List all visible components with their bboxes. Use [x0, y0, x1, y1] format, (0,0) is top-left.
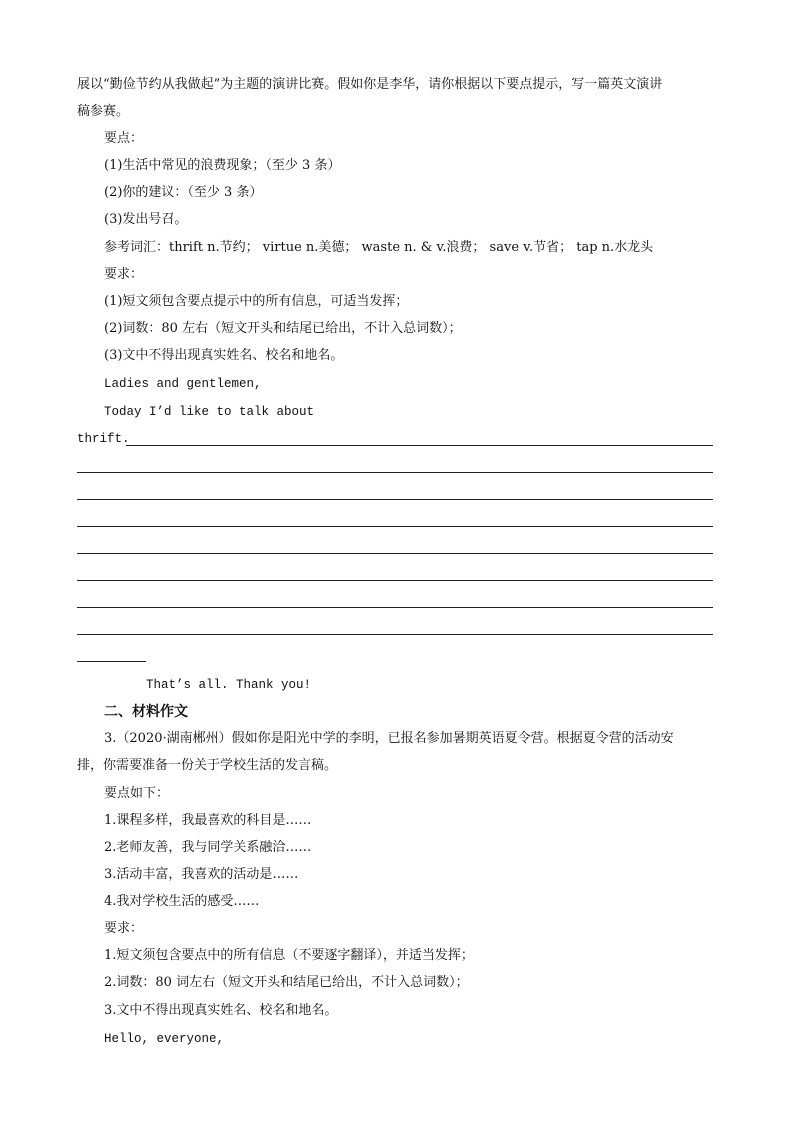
- point-item-3: (3)发出号召。: [104, 212, 188, 227]
- opening-greeting: Hello, everyone,: [104, 1032, 225, 1046]
- requirements-heading-2: 要求：: [104, 921, 144, 936]
- writing-line-short[interactable]: [77, 661, 146, 662]
- requirement-item-2: (2)词数：80 左右（短文开头和结尾已给出，不计入总词数）；: [104, 321, 462, 336]
- point-item-2-3: 3.活动丰富，我喜欢的活动是……: [104, 867, 299, 882]
- writing-line[interactable]: [77, 499, 713, 500]
- point-item-1: (1)生活中常见的浪费现象；（至少 3 条）: [104, 158, 341, 173]
- point-item-2: (2)你的建议：（至少 3 条）: [104, 185, 263, 200]
- opening-sentence: Today I’d like to talk about: [104, 405, 315, 419]
- writing-line[interactable]: [77, 580, 713, 581]
- vocab-line: 参考词汇：thrift n.节约； virtue n.美德； waste n. & v.浪费； save v.节省； tap n.水龙头: [104, 240, 654, 255]
- point-item-2-4: 4.我对学校生活的感受……: [104, 894, 260, 909]
- question-line-1: 3.（2020·湖南郴州）假如你是阳光中学的李明，已报名参加暑期英语夏令营。根据夏令营的活动安: [104, 731, 674, 746]
- points-heading-2: 要点如下：: [104, 786, 170, 801]
- writing-line[interactable]: [77, 526, 713, 527]
- closing-line: That’s all. Thank you!: [146, 678, 312, 692]
- writing-line[interactable]: [77, 472, 713, 473]
- requirements-heading: 要求：: [104, 267, 144, 282]
- intro-line-2: 稿参赛。: [77, 104, 130, 119]
- writing-line[interactable]: [77, 634, 713, 635]
- requirement-item-2-1: 1.短文须包含要点中的所有信息（不要逐字翻译），并适当发挥；: [104, 948, 474, 963]
- point-item-2-2: 2.老师友善，我与同学关系融洽……: [104, 840, 312, 855]
- requirement-item-2-2: 2.词数：80 词左右（短文开头和结尾已给出，不计入总词数）；: [104, 975, 469, 990]
- section-heading: 二、材料作文: [104, 704, 188, 720]
- requirement-item-3: (3)文中不得出现真实姓名、校名和地名。: [104, 348, 344, 363]
- question-line-2: 排，你需要准备一份关于学校生活的发言稿。: [77, 758, 338, 773]
- point-item-2-1: 1.课程多样，我最喜欢的科目是……: [104, 813, 312, 828]
- opening-salutation: Ladies and gentlemen,: [104, 377, 262, 391]
- writing-line[interactable]: [126, 445, 713, 446]
- writing-line[interactable]: [77, 607, 713, 608]
- points-heading: 要点：: [104, 131, 144, 146]
- writing-line[interactable]: [77, 553, 713, 554]
- intro-line-1: 展以“勤俭节约从我做起”为主题的演讲比赛。假如你是李华，请你根据以下要点提示，写一篇英文演讲: [77, 77, 663, 92]
- opening-thrift: thrift.: [77, 432, 130, 446]
- requirement-item-1: (1)短文须包含要点提示中的所有信息，可适当发挥；: [104, 294, 409, 309]
- requirement-item-2-3: 3.文中不得出现真实姓名、校名和地名。: [104, 1003, 338, 1018]
